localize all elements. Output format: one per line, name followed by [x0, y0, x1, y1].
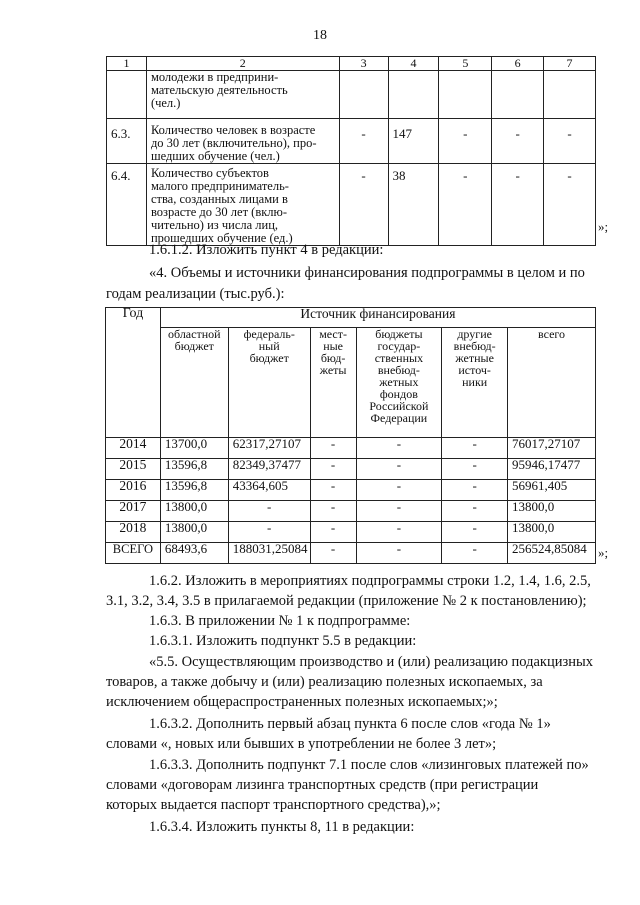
- federal-budget-cell: 82349,37477: [228, 459, 310, 480]
- local-budget-cell: -: [310, 501, 356, 522]
- federal-budget-cell: -: [228, 522, 310, 543]
- table1-value: -: [339, 164, 388, 246]
- header-line: мест-: [319, 327, 347, 341]
- federal-budget-cell: 62317,27107: [228, 438, 310, 459]
- header-line: федераль-: [243, 327, 295, 341]
- label-line: Количество человек в возрасте: [150, 123, 316, 137]
- paragraph-1-6-3-1: 1.6.3.1. Изложить подпункт 5.5 в редакции:: [149, 633, 417, 649]
- year-cell: ВСЕГО: [106, 543, 161, 564]
- table1-value: -: [492, 119, 544, 164]
- total-cell: 256524,85084: [508, 543, 596, 564]
- table1-header-row: [107, 57, 596, 71]
- row-number: 6.3.: [107, 119, 147, 164]
- state-funds-cell: -: [356, 522, 442, 543]
- paragraph-5-5-line3: исключением общераспространенных полезных ископаемых;»;: [106, 694, 498, 710]
- year-cell: 2016: [106, 480, 161, 501]
- table1-cell: [388, 71, 439, 119]
- label-line: чительно) из числа лиц,: [150, 218, 279, 232]
- table2-row: [106, 480, 596, 501]
- header-line: государ-: [377, 339, 421, 353]
- header-line: другие: [457, 327, 492, 341]
- table1-header-cell: 4: [388, 57, 439, 71]
- table1-value: -: [339, 119, 388, 164]
- table1-end-mark: »;: [598, 219, 609, 234]
- table1-label-cell: [146, 119, 339, 164]
- header-line: бюджеты: [375, 327, 423, 341]
- table1-cell: [544, 71, 596, 119]
- table2-row: [106, 522, 596, 543]
- other-sources-cell: -: [442, 522, 508, 543]
- table1-cell: [339, 71, 388, 119]
- local-budget-cell: -: [310, 438, 356, 459]
- page-number: 18: [313, 28, 327, 43]
- label-line: мательскую деятельность: [150, 83, 288, 97]
- regional-budget-header: [160, 328, 228, 438]
- paragraph-1-6-3-2-line1: 1.6.3.2. Дополнить первый абзац пункта 6 после слов «года № 1»: [149, 716, 551, 732]
- other-sources-cell: -: [442, 501, 508, 522]
- year-header: [106, 308, 161, 438]
- label-line: молодежи в предприни-: [150, 70, 279, 84]
- label-line: малого предприниматель-: [150, 179, 289, 193]
- header-line: Российской: [369, 399, 429, 413]
- other-sources-cell: -: [442, 480, 508, 501]
- regional-budget-cell: 13596,8: [160, 480, 228, 501]
- header-line: фондов: [379, 387, 418, 401]
- table1-row: [107, 119, 596, 164]
- label-line: до 30 лет (включительно), про-: [150, 136, 317, 150]
- total-cell: 95946,17477: [508, 459, 596, 480]
- state-funds-cell: -: [356, 459, 442, 480]
- paragraph-item-4-line1: «4. Объемы и источники финансирования подпрограммы в целом и по: [149, 265, 585, 281]
- state-funds-cell: -: [356, 438, 442, 459]
- table2-subheader-row: [106, 328, 596, 438]
- year-cell: 2014: [106, 438, 161, 459]
- state-funds-cell: -: [356, 543, 442, 564]
- paragraph-1-6-3: 1.6.3. В приложении № 1 к подпрограмме:: [149, 613, 411, 629]
- header-line: внебюд-: [377, 363, 420, 377]
- header-line: ный: [258, 339, 280, 353]
- label-line: Количество субъектов: [150, 166, 269, 180]
- table1-row: [107, 164, 596, 246]
- financing-table: [105, 307, 596, 564]
- local-budget-cell: -: [310, 543, 356, 564]
- table2-row: [106, 459, 596, 480]
- federal-budget-cell: 188031,25084: [228, 543, 310, 564]
- header-line: бюджет: [174, 339, 214, 353]
- total-header: всего: [508, 328, 596, 438]
- paragraph-1-6-1-2: 1.6.1.2. Изложить пункт 4 в редакции:: [149, 242, 384, 258]
- paragraph-1-6-3-3-line1: 1.6.3.3. Дополнить подпункт 7.1 после слов «лизинговых платежей по»: [149, 757, 589, 773]
- other-sources-header: [442, 328, 508, 438]
- paragraph-1-6-2-line2: 3.1, 3.2, 3.4, 3.5 в прилагаемой редакции (приложение № 2 к постановлению);: [106, 593, 587, 609]
- label-line: прошедших обучение (ед.): [150, 231, 293, 245]
- year-cell: 2018: [106, 522, 161, 543]
- paragraph-1-6-3-4: 1.6.3.4. Изложить пункты 8, 11 в редакции:: [149, 819, 415, 835]
- table2-total-row: [106, 543, 596, 564]
- state-funds-cell: -: [356, 480, 442, 501]
- table1-header-cell: 5: [439, 57, 492, 71]
- paragraph-item-4-line2: годам реализации (тыс.руб.):: [106, 286, 285, 302]
- table1-label-cell: [146, 71, 339, 119]
- paragraph-5-5-line1: «5.5. Осуществляющим производство и (или) реализацию подакцизных: [149, 654, 593, 670]
- table1-header-cell: 3: [339, 57, 388, 71]
- other-sources-cell: -: [442, 459, 508, 480]
- row-number: 6.4.: [107, 164, 147, 246]
- table1-value: 38: [388, 164, 439, 246]
- header-line: ные: [323, 339, 343, 353]
- year-cell: 2017: [106, 501, 161, 522]
- regional-budget-cell: 13800,0: [160, 501, 228, 522]
- federal-budget-cell: 43364,605: [228, 480, 310, 501]
- regional-budget-cell: 13800,0: [160, 522, 228, 543]
- table1-header-cell: 1: [107, 57, 147, 71]
- label-line: возрасте до 30 лет (вклю-: [150, 205, 288, 219]
- header-line: внебюд-: [453, 339, 496, 353]
- federal-budget-cell: -: [228, 501, 310, 522]
- table1-cell: [107, 71, 147, 119]
- year-cell: 2015: [106, 459, 161, 480]
- label-line: шедших обучение (чел.): [150, 149, 280, 163]
- regional-budget-cell: 13700,0: [160, 438, 228, 459]
- local-budget-header: [310, 328, 356, 438]
- table1-continued-row: [107, 71, 596, 119]
- table1-cell: [492, 71, 544, 119]
- table2-end-mark: »;: [598, 545, 609, 560]
- other-sources-cell: -: [442, 438, 508, 459]
- table1-value: -: [439, 164, 492, 246]
- header-line: ственных: [374, 351, 424, 365]
- local-budget-cell: -: [310, 522, 356, 543]
- local-budget-cell: -: [310, 459, 356, 480]
- header-line: ники: [462, 375, 488, 389]
- other-sources-cell: -: [442, 543, 508, 564]
- table1-header-cell: 6: [492, 57, 544, 71]
- state-funds-header: [356, 328, 442, 438]
- table1-cell: [439, 71, 492, 119]
- label-line: (чел.): [150, 96, 181, 110]
- federal-budget-header: [228, 328, 310, 438]
- paragraph-5-5-line2: товаров, а также добычу и (или) реализацию полезных ископаемых, за: [106, 674, 543, 690]
- table2-row: [106, 438, 596, 459]
- table1-value: -: [492, 164, 544, 246]
- header-line: жетных: [379, 375, 419, 389]
- source-group-header: Источник финансирования: [160, 308, 595, 328]
- regional-budget-cell: 13596,8: [160, 459, 228, 480]
- paragraph-1-6-3-3-line3: которых выдается паспорт транспортного средства),»;: [106, 797, 441, 813]
- total-cell: 56961,405: [508, 480, 596, 501]
- local-budget-cell: -: [310, 480, 356, 501]
- header-line: бюджет: [249, 351, 289, 365]
- paragraph-1-6-2-line1: 1.6.2. Изложить в мероприятиях подпрограммы строки 1.2, 1.4, 1.6, 2.5,: [149, 573, 591, 589]
- table1-value: -: [544, 119, 596, 164]
- table1-header-cell: 7: [544, 57, 596, 71]
- table1-label-cell: [146, 164, 339, 246]
- state-funds-cell: -: [356, 501, 442, 522]
- total-cell: 76017,27107: [508, 438, 596, 459]
- total-cell: 13800,0: [508, 522, 596, 543]
- header-line: источ-: [458, 363, 491, 377]
- table1-header-cell: 2: [146, 57, 339, 71]
- header-line: Федерации: [370, 411, 428, 425]
- paragraph-1-6-3-2-line2: словами «, новых или бывших в употреблении не более 3 лет»;: [106, 736, 497, 752]
- table1-value: -: [544, 164, 596, 246]
- label-line: ства, созданных лицами в: [150, 192, 288, 206]
- header-line: жеты: [319, 363, 347, 377]
- table1-value: 147: [388, 119, 439, 164]
- header-line: областной: [168, 327, 221, 341]
- year-header-text: Год: [122, 306, 144, 321]
- table1-value: -: [439, 119, 492, 164]
- header-line: жетные: [455, 351, 494, 365]
- indicators-table: [106, 56, 596, 246]
- table2-row: [106, 501, 596, 522]
- header-line: бюд-: [320, 351, 346, 365]
- paragraph-1-6-3-3-line2: словами «договорам лизинга транспортных средств (при регистрации: [106, 777, 539, 793]
- total-cell: 13800,0: [508, 501, 596, 522]
- table2-header-row: [106, 308, 596, 328]
- regional-budget-cell: 68493,6: [160, 543, 228, 564]
